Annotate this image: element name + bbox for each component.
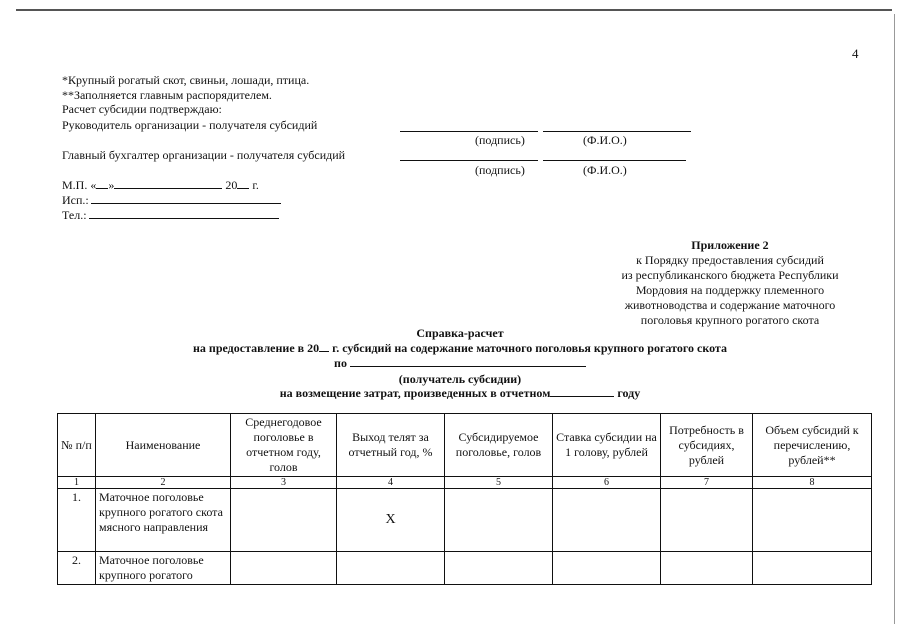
head-fio-caption: (Ф.И.О.) bbox=[583, 133, 627, 147]
row-cell-rate bbox=[553, 552, 661, 585]
col-header-avg-livestock: Среднегодовое поголовье в отчетном году, голов bbox=[231, 414, 337, 477]
stamp-mp-label: М.П. « bbox=[62, 178, 97, 192]
col-number: 4 bbox=[337, 477, 445, 489]
document-title: Справка-расчет bbox=[416, 326, 504, 340]
row-number: 2. bbox=[58, 552, 96, 585]
page-right-border bbox=[894, 14, 895, 624]
col-number: 3 bbox=[231, 477, 337, 489]
row-cell-volume bbox=[753, 489, 872, 552]
subsidy-table bbox=[57, 413, 872, 585]
recipient-line bbox=[100, 356, 820, 371]
row-cell-calf-yield bbox=[337, 552, 445, 585]
year-suffix: г. bbox=[252, 178, 259, 192]
tel-label: Тел.: bbox=[62, 208, 87, 222]
col-number: 6 bbox=[553, 477, 661, 489]
head-fio-line bbox=[543, 131, 691, 132]
recipient-blank bbox=[350, 356, 586, 367]
row-cell-volume bbox=[753, 552, 872, 585]
recipient-caption: (получатель субсидии) bbox=[398, 372, 522, 386]
appendix-title: Приложение 2 bbox=[691, 238, 769, 252]
row-cell-need bbox=[661, 552, 753, 585]
head-signature-caption: (подпись) bbox=[475, 133, 525, 147]
note-chief-accountant: Главный бухгалтер организации - получателя субсидий bbox=[62, 148, 346, 162]
row-name: Маточное поголовье крупного рогатого скота мясного направления bbox=[96, 489, 231, 552]
column-number-row bbox=[58, 477, 872, 489]
col-header-rate: Ставка субсидии на 1 голову, рублей bbox=[553, 414, 661, 477]
col-header-volume: Объем субсидий к перечислению, рублей** bbox=[753, 414, 872, 477]
row-name: Маточное поголовье крупного рогатого bbox=[96, 552, 231, 585]
col-header-num: № п/п bbox=[58, 414, 96, 477]
accountant-signature-line bbox=[400, 160, 538, 161]
subtitle-year-blank bbox=[319, 341, 329, 352]
table-header-row bbox=[58, 414, 872, 477]
po-label: по bbox=[334, 356, 347, 370]
note-head-of-org: Руководитель организации - получателя субсидий bbox=[62, 118, 318, 132]
appendix-block bbox=[580, 238, 880, 328]
note-livestock: *Крупный рогатый скот, свиньи, лошади, птица. bbox=[62, 73, 310, 87]
row-cell-subsidized-livestock bbox=[445, 552, 553, 585]
accountant-fio-caption: (Ф.И.О.) bbox=[583, 163, 627, 177]
col-number: 8 bbox=[753, 477, 872, 489]
appendix-line-4: животноводства и содержание маточного bbox=[624, 298, 836, 312]
col-number: 1 bbox=[58, 477, 96, 489]
col-header-name: Наименование bbox=[96, 414, 231, 477]
note-filled-by: **Заполняется главным распорядителем. bbox=[62, 88, 272, 102]
document-subtitle bbox=[100, 341, 820, 356]
table-row bbox=[58, 552, 872, 585]
row-number: 1. bbox=[58, 489, 96, 552]
isp-blank bbox=[91, 193, 281, 204]
tel-blank bbox=[89, 208, 279, 219]
tel-line bbox=[62, 208, 279, 223]
page-top-border bbox=[16, 9, 892, 11]
col-number: 7 bbox=[661, 477, 753, 489]
subtitle-suffix: г. субсидий на содержание маточного поголовья крупного рогатого скота bbox=[329, 341, 727, 355]
stamp-date-line bbox=[62, 178, 259, 193]
page-number: 4 bbox=[852, 46, 859, 61]
appendix-line-1: к Порядку предоставления субсидий bbox=[636, 253, 824, 267]
isp-label: Исп.: bbox=[62, 193, 89, 207]
year-blank bbox=[237, 178, 249, 189]
col-header-subsidized-livestock: Субсидируемое поголовье, голов bbox=[445, 414, 553, 477]
month-blank bbox=[114, 178, 222, 189]
col-header-calf-yield: Выход телят за отчетный год, % bbox=[337, 414, 445, 477]
isp-line bbox=[62, 193, 281, 208]
accountant-signature-caption: (подпись) bbox=[475, 163, 525, 177]
appendix-line-2: из республиканского бюджета Республики bbox=[621, 268, 839, 282]
day-blank bbox=[96, 178, 108, 189]
appendix-line-3: Мордовия на поддержку племенного bbox=[635, 283, 825, 297]
row-cell-avg-livestock bbox=[231, 489, 337, 552]
row-cell-subsidized-livestock bbox=[445, 489, 553, 552]
col-number: 5 bbox=[445, 477, 553, 489]
row-cell-need bbox=[661, 489, 753, 552]
row-cell-calf-yield: X bbox=[337, 489, 445, 552]
reimb-year-blank bbox=[550, 386, 614, 397]
note-confirm: Расчет субсидии подтверждаю: bbox=[62, 102, 222, 116]
stamp-mp-quote: » bbox=[108, 178, 115, 192]
col-number: 2 bbox=[96, 477, 231, 489]
table-row bbox=[58, 489, 872, 552]
row-cell-rate bbox=[553, 489, 661, 552]
head-signature-line bbox=[400, 131, 538, 132]
accountant-fio-line bbox=[543, 160, 686, 161]
year-prefix: 20 bbox=[225, 178, 238, 192]
reimbursement-line bbox=[100, 386, 820, 401]
col-header-need: Потребность в субсидиях, рублей bbox=[661, 414, 753, 477]
subtitle-prefix: на предоставление в 20 bbox=[193, 341, 320, 355]
reimb-suffix: году bbox=[617, 386, 641, 400]
reimb-prefix: на возмещение затрат, произведенных в отчетном bbox=[279, 386, 551, 400]
row-cell-avg-livestock bbox=[231, 552, 337, 585]
appendix-line-5: поголовья крупного рогатого скота bbox=[640, 313, 820, 327]
